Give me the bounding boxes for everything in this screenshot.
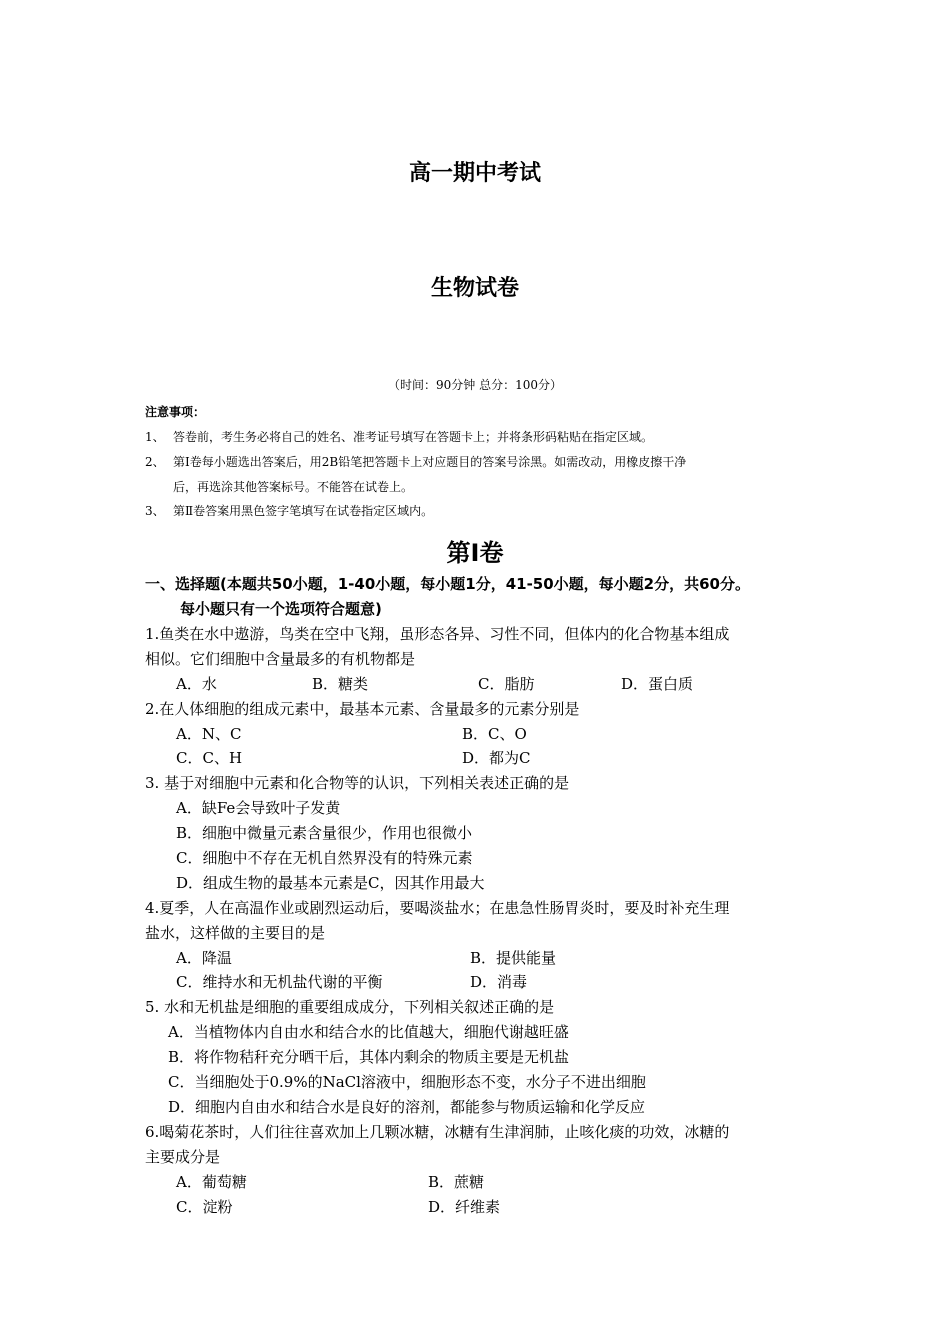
section-instruction-line2: 每小题只有一个选项符合题意) xyxy=(180,600,382,618)
question-4-option-c: C．维持水和无机盐代谢的平衡 xyxy=(176,973,383,991)
exam-title: 高一期中考试 xyxy=(408,161,541,186)
question-1-option-c: C．脂肪 xyxy=(478,675,535,693)
question-6-option-d: D．纤维素 xyxy=(428,1198,501,1216)
question-2-option-a: A．N、C xyxy=(176,725,242,743)
question-4-option-d: D．消毒 xyxy=(470,973,528,991)
note-3-num: 3、 xyxy=(145,504,165,518)
question-2-option-d: D．都为C xyxy=(462,749,531,767)
question-3-option-d: D．组成生物的最基本元素是C，因其作用最大 xyxy=(176,874,485,892)
question-6-option-a: A．葡萄糖 xyxy=(176,1173,247,1191)
question-5-option-a: A．当植物体内自由水和结合水的比值越大，细胞代谢越旺盛 xyxy=(168,1023,569,1041)
note-2-num: 2、 xyxy=(145,455,165,469)
question-4-option-b: B．提供能量 xyxy=(470,949,557,967)
section-title: 第Ⅰ卷 xyxy=(446,539,504,567)
question-6-option-b: B．蔗糖 xyxy=(428,1173,485,1191)
question-1-option-d: D．蛋白质 xyxy=(621,675,694,693)
note-2-text: 第Ⅰ卷每小题选出答案后，用2B铅笔把答题卡上对应题目的答案号涂黑。如需改动，用橡皮擦干净 xyxy=(173,455,687,469)
notes-heading: 注意事项： xyxy=(145,405,206,419)
question-6-stem-cont: 主要成分是 xyxy=(145,1148,221,1166)
question-5-option-c: C．当细胞处于0.9%的NaCl溶液中，细胞形态不变，水分子不进出细胞 xyxy=(168,1073,646,1091)
question-1-stem: 1.鱼类在水中遨游，鸟类在空中飞翔，虽形态各异、习性不同，但体内的化合物基本组成 xyxy=(145,625,730,643)
question-3-option-c: C．细胞中不存在无机自然界没有的特殊元素 xyxy=(176,849,473,867)
question-3-option-b: B．细胞中微量元素含量很少，作用也很微小 xyxy=(176,824,473,842)
question-1-option-a: A．水 xyxy=(176,675,217,693)
question-4-stem-cont: 盐水，这样做的主要目的是 xyxy=(145,924,326,942)
question-6-stem: 6.喝菊花茶时，人们往往喜欢加上几颗冰糖，冰糖有生津润肺，止咳化痰的功效，冰糖的 xyxy=(145,1123,730,1141)
time-info: （时间：90分钟 总分：100分） xyxy=(388,378,562,392)
question-5-stem: 5. 水和无机盐是细胞的重要组成成分，下列相关叙述正确的是 xyxy=(145,998,555,1016)
question-2-stem: 2.在人体细胞的组成元素中，最基本元素、含量最多的元素分别是 xyxy=(145,700,580,718)
note-2-text-cont: 后，再选涂其他答案标号。不能答在试卷上。 xyxy=(173,480,414,494)
question-3-option-a: A．缺Fe会导致叶子发黄 xyxy=(176,799,341,817)
question-4-option-a: A．降温 xyxy=(176,949,232,967)
question-2-option-b: B．C、O xyxy=(462,725,527,743)
section-instruction-line1: 一、选择题(本题共50小题，1-40小题，每小题1分，41-50小题，每小题2分，共60分。 xyxy=(145,575,750,593)
exam-subtitle: 生物试卷 xyxy=(430,276,519,301)
note-1-num: 1、 xyxy=(145,430,165,444)
question-5-option-d: D．细胞内自由水和结合水是良好的溶剂，都能参与物质运输和化学反应 xyxy=(168,1098,646,1116)
question-1-option-b: B．糖类 xyxy=(312,675,369,693)
question-2-option-c: C．C、H xyxy=(176,749,243,767)
question-5-option-b: B．将作物秸秆充分晒干后，其体内剩余的物质主要是无机盐 xyxy=(168,1048,570,1066)
question-1-stem-cont: 相似。它们细胞中含量最多的有机物都是 xyxy=(145,650,416,668)
note-1-text: 答卷前，考生务必将自己的姓名、准考证号填写在答题卡上；并将条形码粘贴在指定区域。 xyxy=(173,430,654,444)
question-4-stem: 4.夏季，人在高温作业或剧烈运动后，要喝淡盐水；在患急性肠胃炎时，要及时补充生理 xyxy=(145,899,730,917)
question-3-stem: 3. 基于对细胞中元素和化合物等的认识，下列相关表述正确的是 xyxy=(145,774,570,792)
note-3-text: 第Ⅱ卷答案用黑色签字笔填写在试卷指定区域内。 xyxy=(173,504,434,518)
question-6-option-c: C．淀粉 xyxy=(176,1198,233,1216)
